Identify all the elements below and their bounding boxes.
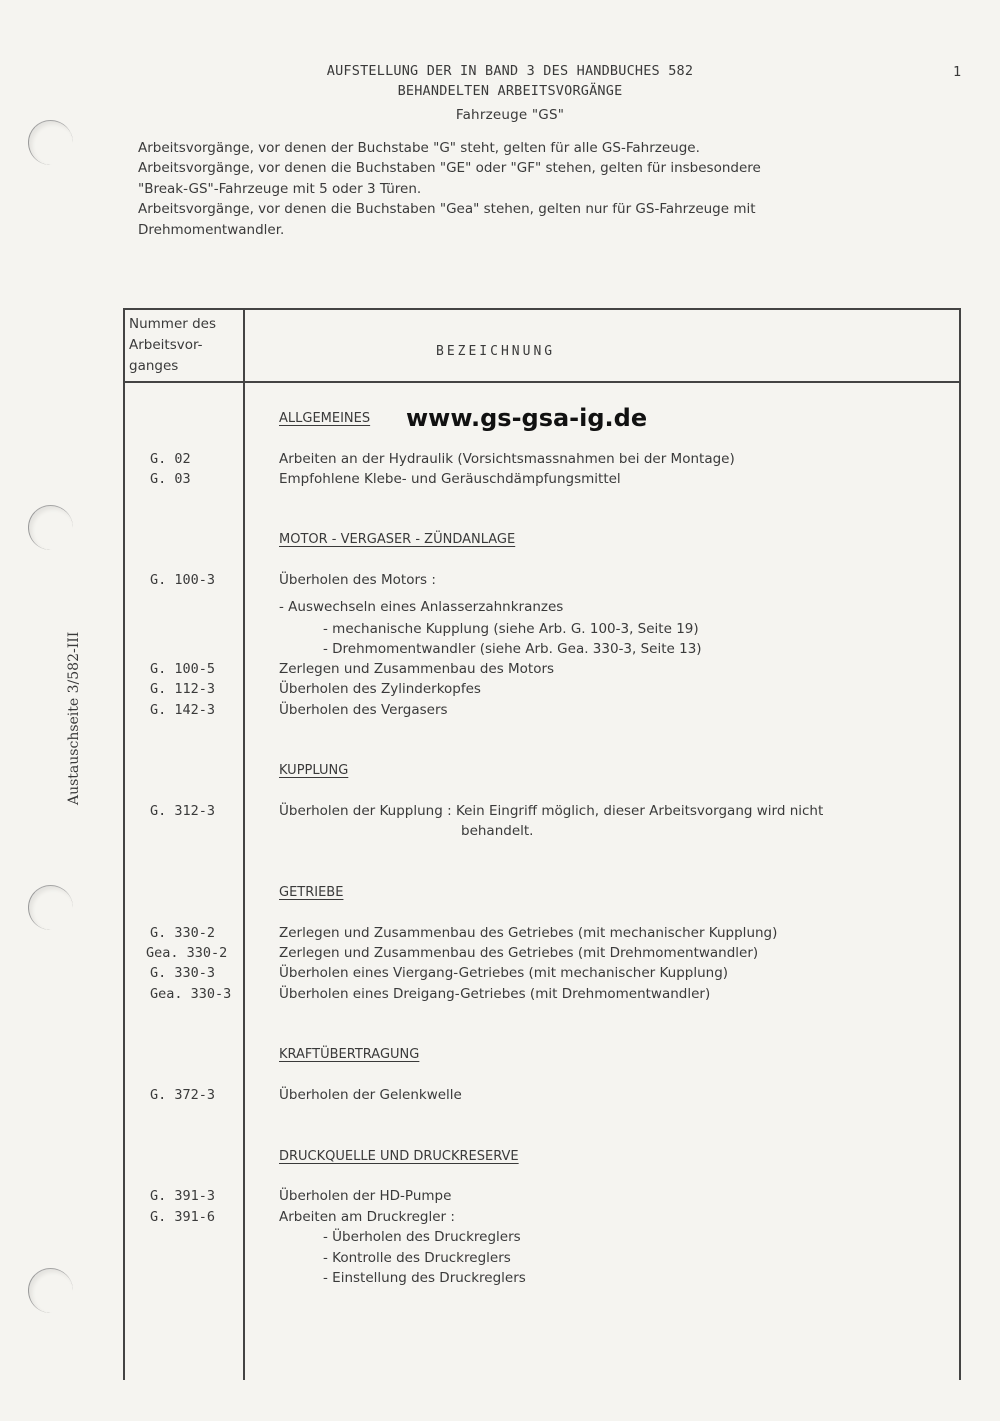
row-text: Überholen der HD-Pumpe — [279, 1188, 452, 1204]
row-text: behandelt. — [461, 823, 534, 839]
row-text: Arbeiten am Druckregler : — [279, 1209, 455, 1225]
row-text: Überholen des Motors : — [279, 572, 436, 588]
col2-header: BEZEICHNUNG — [436, 344, 556, 359]
row-text: - Auswechseln eines Anlasserzahnkranzes — [279, 599, 564, 615]
intro-line: Arbeitsvorgänge, vor denen die Buchstaben "Gea" stehen, gelten nur für GS-Fahrzeuge mit — [138, 201, 756, 217]
punch-hole — [28, 885, 73, 930]
row-code: G. 372-3 — [150, 1087, 216, 1103]
section-title: GETRIEBE — [279, 885, 344, 900]
punch-hole — [28, 120, 73, 165]
page-number: 1 — [953, 64, 962, 80]
intro-line: Arbeitsvorgänge, vor denen die Buchstaben "GE" oder "GF" stehen, gelten für insbesondere — [138, 160, 761, 176]
heading-line-1: AUFSTELLUNG DER IN BAND 3 DES HANDBUCHES 582 — [326, 63, 694, 79]
row-text: Überholen des Vergasers — [279, 702, 448, 718]
website-watermark: www.gs-gsa-ig.de — [406, 404, 648, 432]
punch-hole — [28, 505, 73, 550]
row-text: Überholen des Zylinderkopfes — [279, 681, 481, 697]
row-text: - Kontrolle des Druckreglers — [323, 1250, 511, 1266]
row-text: Überholen eines Dreigang-Getriebes (mit Drehmomentwandler) — [279, 986, 711, 1002]
section-title: DRUCKQUELLE UND DRUCKRESERVE — [279, 1149, 519, 1164]
col1-header-line: Arbeitsvor- — [129, 337, 203, 353]
col1-header-line: Nummer des — [129, 316, 217, 332]
row-text: Zerlegen und Zusammenbau des Motors — [279, 661, 555, 677]
row-text: - Einstellung des Druckreglers — [323, 1270, 526, 1286]
row-text: - Überholen des Druckreglers — [323, 1229, 521, 1245]
row-code: G. 391-6 — [150, 1209, 216, 1225]
row-code: G. 391-3 — [150, 1188, 216, 1204]
row-text: Zerlegen und Zusammenbau des Getriebes (mit Drehmomentwandler) — [279, 945, 759, 961]
row-text: Empfohlene Klebe- und Geräuschdämpfungsmittel — [279, 471, 621, 487]
section-title: KUPPLUNG — [279, 763, 349, 778]
heading-line-2: BEHANDELTEN ARBEITSVORGÄNGE — [397, 83, 623, 99]
row-text: - Drehmomentwandler (siehe Arb. Gea. 330-3, Seite 13) — [323, 641, 702, 657]
row-text: Zerlegen und Zusammenbau des Getriebes (mit mechanischer Kupplung) — [279, 925, 778, 941]
row-text: Überholen eines Viergang-Getriebes (mit mechanischer Kupplung) — [279, 965, 729, 981]
col1-header-line: ganges — [129, 358, 179, 374]
section-title: MOTOR - VERGASER - ZÜNDANLAGE — [279, 532, 516, 547]
side-label: Austauschseite 3/582-III — [66, 631, 82, 805]
row-code: G. 100-3 — [150, 572, 216, 588]
row-text: Überholen der Kupplung : Kein Eingriff möglich, dieser Arbeitsvorgang wird nicht — [279, 803, 824, 819]
row-text: Überholen der Gelenkwelle — [279, 1087, 462, 1103]
intro-line: Arbeitsvorgänge, vor denen der Buchstabe "G" steht, gelten für alle GS-Fahrzeuge. — [138, 140, 700, 156]
row-code: G. 142-3 — [150, 702, 216, 718]
row-code: G. 112-3 — [150, 681, 216, 697]
section-title: KRAFTÜBERTRAGUNG — [279, 1047, 420, 1062]
row-code: G. 330-2 — [150, 925, 216, 941]
row-code: G. 100-5 — [150, 661, 216, 677]
punch-hole — [28, 1268, 73, 1313]
row-code: Gea. 330-3 — [150, 986, 232, 1002]
intro-line: "Break-GS"-Fahrzeuge mit 5 oder 3 Türen. — [138, 181, 422, 197]
row-text: Arbeiten an der Hydraulik (Vorsichtsmassnahmen bei der Montage) — [279, 451, 735, 467]
heading-line-3: Fahrzeuge "GS" — [455, 107, 565, 123]
row-code: G. 03 — [150, 471, 191, 487]
row-code: G. 02 — [150, 451, 191, 467]
row-code: G. 312-3 — [150, 803, 216, 819]
row-code: Gea. 330-2 — [146, 945, 228, 961]
row-text: - mechanische Kupplung (siehe Arb. G. 100-3, Seite 19) — [323, 621, 699, 637]
intro-line: Drehmomentwandler. — [138, 222, 285, 238]
row-code: G. 330-3 — [150, 965, 216, 981]
section-title: ALLGEMEINES — [279, 411, 371, 426]
